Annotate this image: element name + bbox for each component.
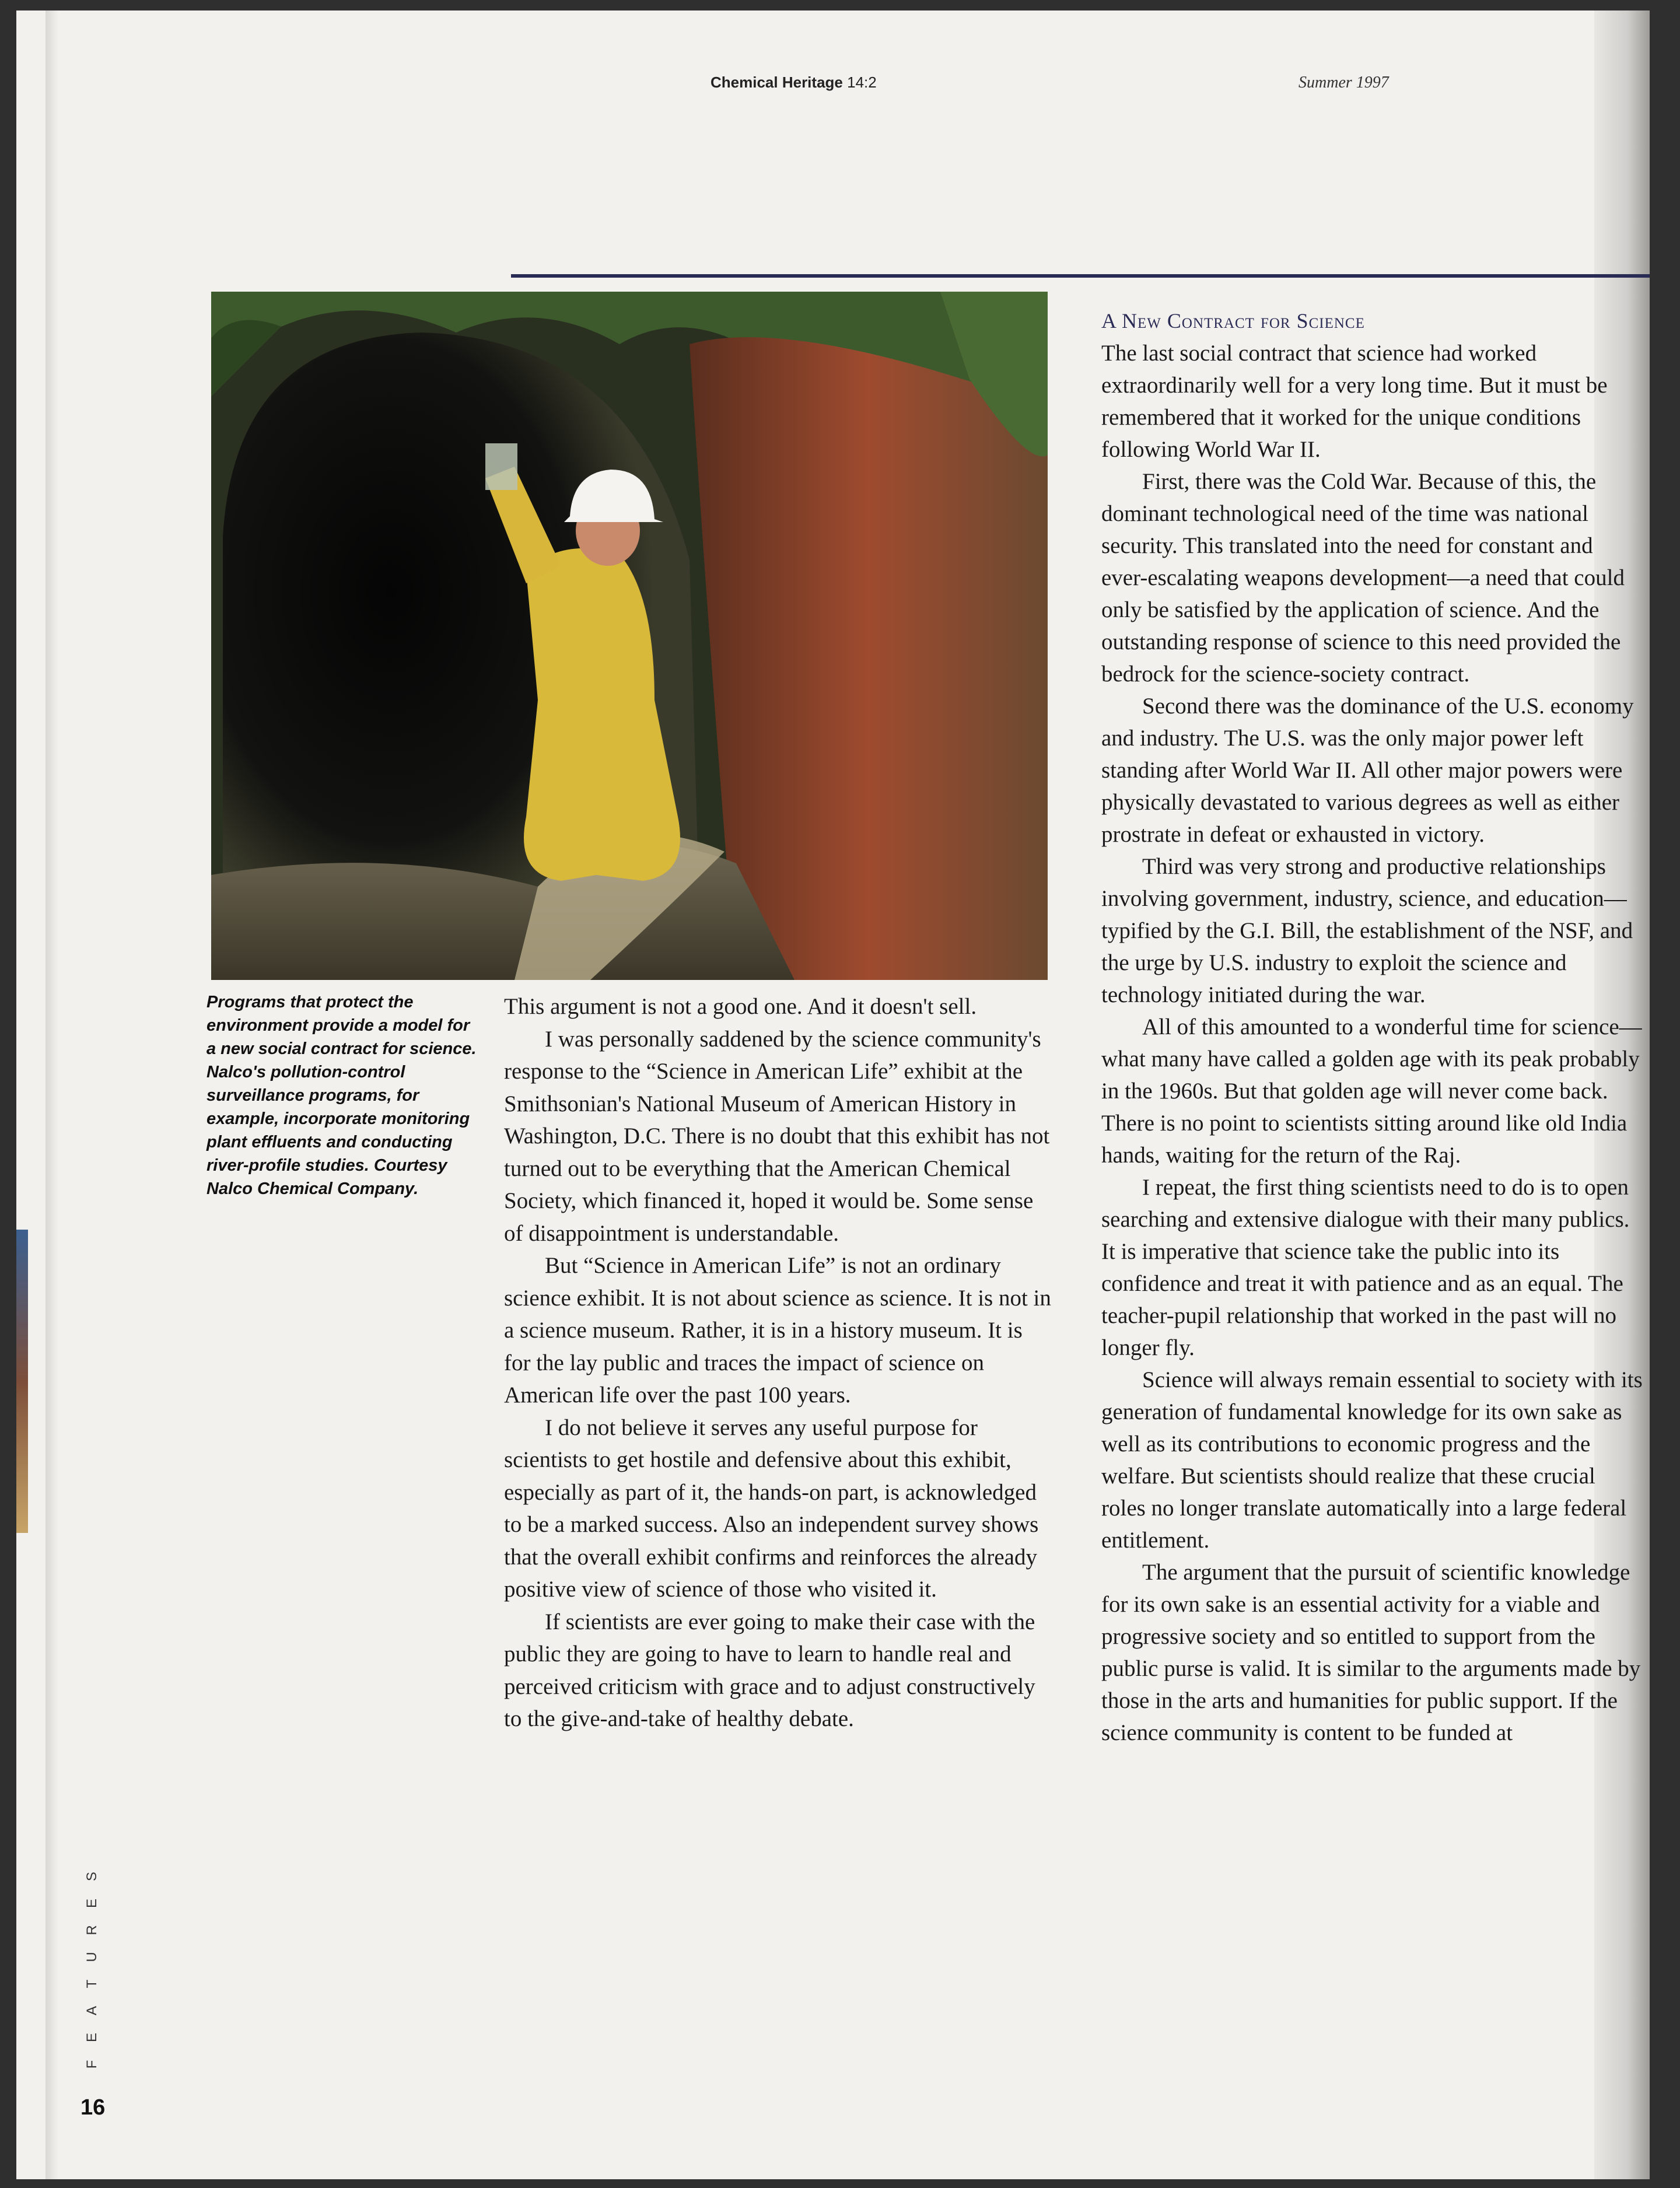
- section-label-text: [80, 1863, 104, 2078]
- publication-name: Chemical Heritage: [710, 73, 843, 91]
- paragraph: I repeat, the first thing scientists need to do is to open searching and extensive dialogue with their many publics. It is imperative that science take the public into its confidence and treat it with patience and as an equal. The teacher-pupil relationship that worked in the past will no longer fly.: [1101, 1175, 1630, 1360]
- page-number: 16: [80, 2095, 106, 2120]
- page-spine-shadow: [46, 10, 58, 2179]
- paragraph: Third was very strong and productive relationships involving government, industry, science, and education—typified by the G.I. Bill, the establishment of the NSF, and the urge by U.S. industry to exploit the science and technology initiated during the war.: [1101, 854, 1633, 1007]
- paragraph: I was personally saddened by the science community's response to the “Science in American Life” exhibit at the Smithsonian's National Museum of American History in Washington, D.C. There is no doubt that this exhibit has not turned out to be everything that the American Chemical Society, which financed it, hoped it would be. Some sense of disappointment is understandable.: [504, 1026, 1050, 1246]
- section-label-letter: T: [84, 1979, 100, 1989]
- paragraph: Second there was the dominance of the U.S. economy and industry. The U.S. was the only major power left standing after World War II. All other major powers were physically devastated to various degrees as well as either prostrate in defeat or exhausted in victory.: [1101, 694, 1634, 847]
- issue-number: 14:2: [847, 73, 877, 91]
- paragraph: This argument is not a good one. And it doesn't sell.: [504, 994, 977, 1019]
- paragraph: But “Science in American Life” is not an ordinary science exhibit. It is not about science as science. It is not in a science museum. Rather, it is in a history museum. It is for the lay public and traces the impact of science on American life over the past 100 years.: [504, 1253, 1051, 1408]
- paragraph: The last social contract that science had worked extraordinarily well for a very long time. But it must be remembered that it worked for the unique conditions following World War II.: [1101, 341, 1608, 462]
- article-column-middle: [504, 990, 1052, 1735]
- section-label-letter: E: [84, 1899, 100, 1909]
- section-label-letter: A: [84, 2006, 100, 2016]
- section-label-vertical: [80, 1863, 104, 2078]
- section-label-letter: S: [84, 1872, 100, 1882]
- section-label-letter: U: [84, 1952, 100, 1962]
- magazine-page: [16, 10, 1650, 2179]
- running-header-date: Summer 1997: [1298, 73, 1389, 92]
- paragraph: If scientists are ever going to make their case with the public they are going to have to learn to handle real and perceived criticism with grace and to adjust constructively to the give-and-take of healthy debate.: [504, 1609, 1035, 1731]
- paragraph: The argument that the pursuit of scientific knowledge for its own sake is an essential activity for a viable and progressive society and so entitled to support from the public purse is valid. It is similar to the arguments made by those in the arts and humanities for public support. If the science community is content to be funded at: [1101, 1560, 1641, 1745]
- paragraph: First, there was the Cold War. Because of this, the dominant technological need of the time was national security. This translated into the need for constant and ever-escalating weapons development—a need that could only be satisfied by the application of science. And the outstanding response of science to this need provided the bedrock for the science-society contract.: [1101, 469, 1625, 687]
- running-header-publication: [710, 73, 877, 92]
- article-photo: [211, 292, 1048, 980]
- adjacent-page-strip: [16, 1230, 28, 1533]
- photo-caption: Programs that protect the environment provide a model for a new social contract for science. Nalco's pollution-control surveillance programs, for example, incorporate monitoring plant effluents and conducting river-profile studies. Courtesy Nalco Chemical Company.: [206, 993, 477, 1198]
- section-rule: [511, 274, 1650, 278]
- section-label-letter: E: [84, 2033, 100, 2043]
- article-column-right: [1101, 305, 1644, 1749]
- paragraph: I do not believe it serves any useful purpose for scientists to get hostile and defensive about this exhibit, especially as part of it, the hands-on part, is acknowledged to be a marked success. Also an independent survey shows that the overall exhibit confirms and reinforces the already positive view of science of those who visited it.: [504, 1415, 1039, 1602]
- paragraph: Science will always remain essential to society with its generation of fundamental knowledge for its own sake as well as its contributions to economic progress and the welfare. But scientists should realize that these crucial roles no longer translate automatically into a large federal entitlement.: [1101, 1367, 1643, 1553]
- section-label-letter: R: [84, 1925, 100, 1935]
- section-label-letter: F: [84, 2060, 100, 2069]
- section-heading: A New Contract for Science: [1101, 309, 1365, 332]
- paragraph: All of this amounted to a wonderful time for science—what many have called a golden age with its peak probably in the 1960s. But that golden age will never come back. There is no point to scientists sitting around like old India hands, waiting for the return of the Raj.: [1101, 1014, 1642, 1168]
